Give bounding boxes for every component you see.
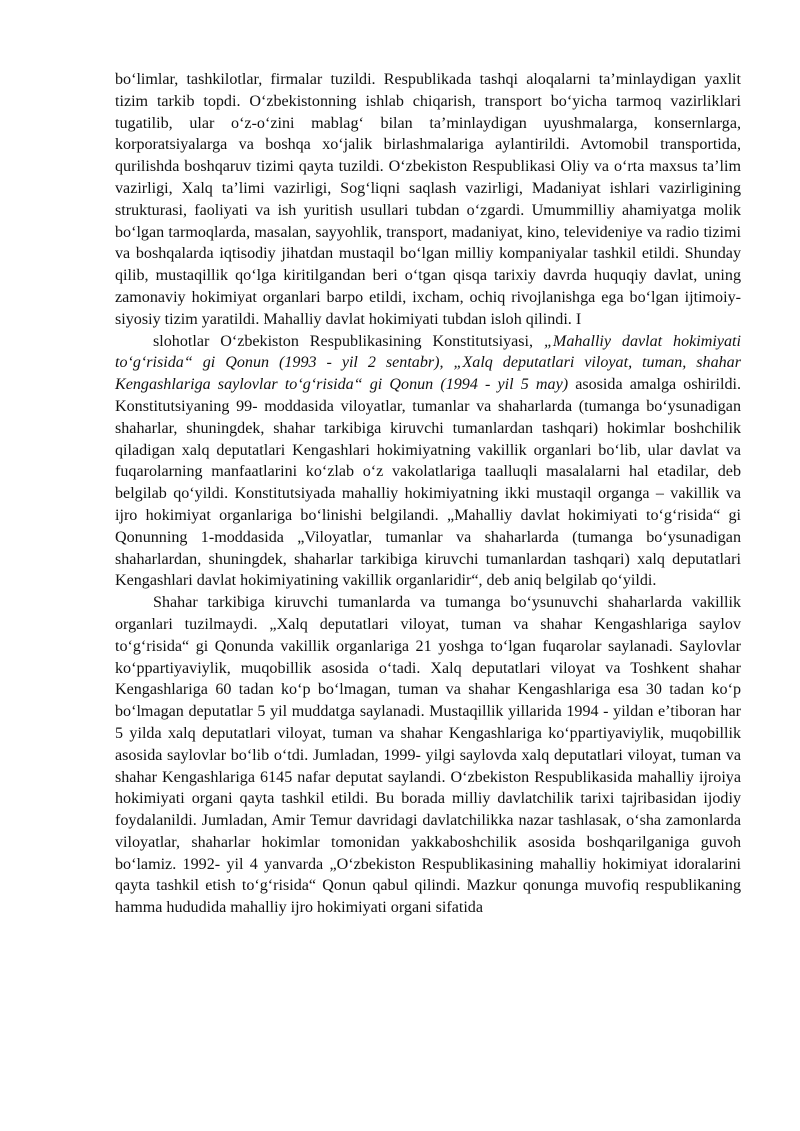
paragraph-3: Shahar tarkibiga kiruvchi tumanlarda va tumanga bo‘ysunuvchi shaharlarda vakillik organlari tuzilmaydi. „Xalq deputatlari viloyat, tuman va shahar Kengashlariga saylov to‘g‘risida“ gi Qonunda vakillik organlariga 21 yoshga to‘lgan fuqarolar saylanadi. Saylovlar ko‘ppartiyaviylik, muqobillik asosida o‘tadi. Xalq deputatlari viloyat va Toshkent shahar Kengashlariga 60 tadan ko‘p bo‘lmagan, tuman va shahar Kengashlariga esa 30 tadan ko‘p bo‘lmagan deputatlar 5 yil muddatga saylanadi. Mustaqillik yillarida 1994 - yildan e’tiboran har 5 yilda xalq deputatlari viloyat, tuman va shahar Kengashlariga ko‘ppartiyaviylik, muqobillik asosida saylovlar bo‘lib o‘tdi. Jumladan, 1999- yilgi saylovda xalq deputatlari viloyat, tuman va shahar Kengashlariga 6145 nafar deputat saylandi. O‘zbekiston Respublikasida mahalliy ijroiya hokimiyati organi qayta tashkil etildi. Bu borada milliy davlatchilik tarixi tajribasidan ijodiy foydalanildi. Jumladan, Amir Temur davridagi davlatchilikka nazar tashlasak, o‘sha zamonlarda viloyatlar, shaharlar hokimlar tomonidan yakkaboshchilik asosida boshqarilganiga guvoh bo‘lamiz. 1992- yil 4 yanvarda „O‘zbekiston Respublikasining mahalliy hokimiyat idoralarini qayta tashkil etish to‘g‘risida“ Qonun qabul qilindi. Mazkur qonunga muvofiq respublikaning hamma hududida mahalliy ijro hokimiyati organi sifatida [115,594,741,917]
paragraph-2-rest: asosida amalga oshirildi. Konstitutsiyaning 99- moddasida viloyatlar, tumanlar va shaharlarda (tumanga bo‘ysunadigan shaharlar, shuningdek, shahar tarkibiga kiruvchi tumanlardan tashqari) hokimlar boshchilik qiladigan xalq deputatlari Kengashlari hokimiyatning vakillik organlari bo‘lib, ular davlat va fuqarolarning manfaatlarini ko‘zlab o‘z vakolatlariga taalluqli masalalarni hal etadilar, deb belgilab qo‘yildi. Konstitutsiyada mahalliy hokimiyatning ikki mustaqil organga – vakillik va ijro hokimiyat organlariga bo‘linishi belgilandi. „Mahalliy davlat hokimiyati to‘g‘risida“ gi Qonunning 1-moddasida „Viloyatlar, tumanlar va shaharlarda (tumanga bo‘ysunadigan shaharlardan, shuningdek, shaharlar tarkibiga kiruvchi tumanlardan tashqari) xalq deputatlari Kengashlari davlat hokimiyatining vakillik organlaridir“, deb aniq belgilab qo‘yildi. [115,376,741,590]
paragraph-1: bo‘limlar, tashkilotlar, firmalar tuzildi. Respublikada tashqi aloqalarni ta’minlaydigan yaxlit tizim tarkib topdi. O‘zbekistonning ishlab chiqarish, transport bo‘yicha tarmoq vazirliklari tugatilib, ular o‘z-o‘zini mablag‘ bilan ta’minlaydigan uyushmalarga, konsernlarga, korporatsiyalarga va boshqa xo‘jalik birlashmalariga aylantirildi. Avtomobil transportida, qurilishda boshqaruv tizimi qayta tuzildi. O‘zbekiston Respublikasi Oliy va o‘rta maxsus ta’lim vazirligi, Xalq ta’limi vazirligi, Sog‘liqni saqlash vazirligi, Madaniyat ishlari vazirligining strukturasi, faoliyati va ish yuritish usullari tubdan o‘zgardi. Umummilliy ahamiyatga molik bo‘lgan tarmoqlarda, masalan, sayyohlik, transport, madaniyat, kino, televideniye va radio tizimi va boshqalarda iqtisodiy jihatdan mustaqil bo‘lgan milliy kompaniyalar tashkil etildi. Shunday qilib, mustaqillik qo‘lga kiritilgandan beri o‘tgan qisqa tarixiy davrda huquqiy davlat, uning zamonaviy hokimiyat organlari barpo etildi, ixcham, ochiq rivojlanishga ega bo‘lgan ijtimoiy-siyosiy tizim yaratildi. Mahalliy davlat hokimiyati tubdan isloh qilindi. I [115,71,741,328]
paragraph-2-italic-laws: „Mahalliy davlat hokimiyati to‘g‘risida“ gi Qonun (1993 - yil 2 sentabr), „Xalq deputatlari viloyat, tuman, shahar Kengashlariga saylovlar to‘g‘risida“ gi Qonun (1994 - yil 5 may) [115,332,741,394]
paragraph-2 [115,331,741,593]
document-page [115,69,741,919]
paragraph-2-lead: slohotlar O‘zbekiston Respublikasining Konstitutsiyasi, [153,332,544,350]
